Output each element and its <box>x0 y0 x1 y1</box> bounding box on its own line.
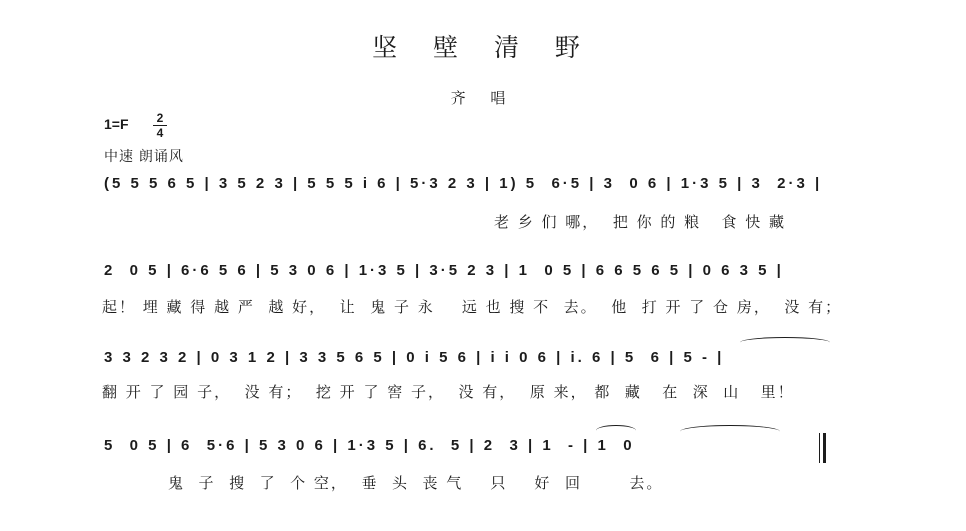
time-signature <box>153 112 167 139</box>
tempo-marking: 中速 朗诵风 <box>104 148 184 164</box>
tie-mark <box>740 337 830 348</box>
score-line-3-notation: 3 3 2 3 2 | 0 3 1 2 | 3 3 5 6 5 | 0 i 5 6 | i i 0 6 | i. 6 | 5 6 | 5 - | <box>104 349 725 366</box>
score-line-2-notation: 2 0 5 | 6·6 5 6 | 5 3 0 6 | 1·3 5 | 3·5 2 3 | 1 0 5 | 6 6 5 6 5 | 0 6 3 5 | <box>104 262 784 279</box>
score-line-1-notation: (5 5 5 6 5 | 3 5 2 3 | 5 5 5 i 6 | 5·3 2 3 | 1) 5 6·5 | 3 0 6 | 1·3 5 | 3 2·3 | <box>104 175 823 192</box>
slur-mark <box>596 425 636 436</box>
final-barline <box>819 433 826 463</box>
score-line-1-lyrics: 老 乡 们 哪， 把 你 的 粮 食 快 藏 <box>494 213 786 231</box>
song-title: 坚 壁 清 野 <box>372 33 594 62</box>
score-line-4-lyrics: 鬼 子 搜 了 个 空， 垂 头 丧 气 只 好 回 去。 <box>168 474 664 492</box>
time-signature-bottom: 4 <box>156 126 164 140</box>
score-line-2-lyrics: 起！ 埋 藏 得 越 严 越 好， 让 鬼 子 永 远 也 搜 不 去。 他 打 开 了 仓 房， 没 有； <box>102 298 843 316</box>
score-line-3-lyrics: 翻 开 了 园 子， 没 有； 挖 开 了 窖 子， 没 有， 原 来， 都 藏 在 深 山 里！ <box>102 383 795 401</box>
score-line-4-notation: 5 0 5 | 6 5·6 | 5 3 0 6 | 1·3 5 | 6. 5 | 2 3 | 1 - | 1 0 <box>104 437 635 454</box>
performance-style: 齐 唱 <box>450 89 516 107</box>
key-signature: 1=F <box>104 116 129 132</box>
time-signature-top: 2 <box>156 111 164 125</box>
